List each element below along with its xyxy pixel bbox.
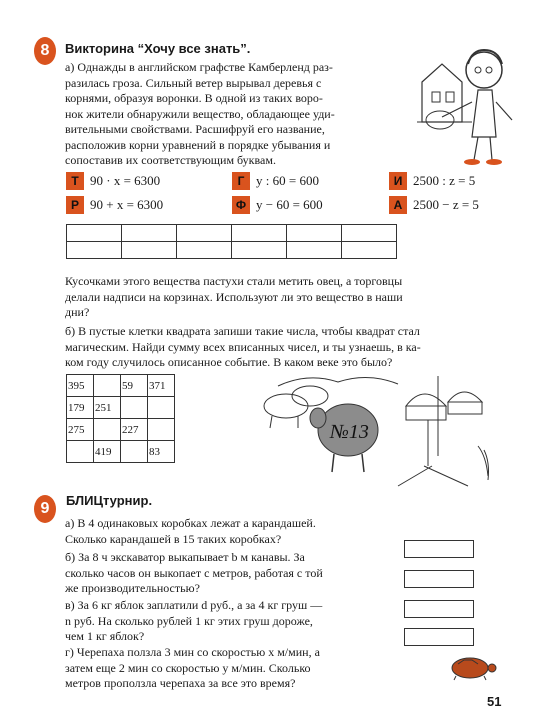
- answer-grid: [66, 224, 397, 259]
- text-line: вительными свойствами. Расшифруй его название,: [65, 122, 325, 136]
- magic-cell[interactable]: 227: [121, 419, 148, 441]
- equation-text: 2500 − z = 5: [413, 197, 479, 212]
- magic-cell[interactable]: 251: [94, 397, 121, 419]
- magic-cell[interactable]: 59: [121, 375, 148, 397]
- answer-cell[interactable]: [342, 242, 397, 259]
- magic-cell[interactable]: 419: [94, 441, 121, 463]
- turtle-illustration: [440, 650, 500, 682]
- text-line: ком году случилось описанное событие. В каком веке это было?: [65, 355, 393, 369]
- text-line: б) За 8 ч экскаватор выкапывает b м канавы. За: [65, 550, 305, 564]
- text-line: же производительностью?: [65, 581, 200, 595]
- text-line: в) За 6 кг яблок заплатили d руб., а за 4 кг груш —: [65, 598, 323, 612]
- text-line: разилась гроза. Сильный ветер вырывал деревья с: [65, 75, 322, 90]
- magic-cell[interactable]: 371: [148, 375, 175, 397]
- text-line: делали надписи на корзинах. Используют ли это вещество в наши: [65, 289, 403, 304]
- text-line: а) В 4 одинаковых коробках лежат a карандашей.: [65, 516, 316, 530]
- equation-r: [66, 196, 163, 214]
- text-line: чем 1 кг яблок?: [65, 629, 145, 643]
- text-line: метров проползла черепаха за все это время?: [65, 676, 296, 690]
- answer-field-9g[interactable]: [404, 628, 474, 646]
- answer-cell[interactable]: [122, 242, 177, 259]
- text-line: нок жители обнаружили вещество, обладающее уди-: [65, 106, 335, 121]
- magic-cell[interactable]: [94, 419, 121, 441]
- answer-cell[interactable]: [177, 242, 232, 259]
- answer-cell[interactable]: [122, 225, 177, 242]
- equation-g: [232, 172, 319, 190]
- equation-text: 90 + x = 6300: [90, 197, 164, 212]
- text-line: дни?: [65, 305, 90, 319]
- equation-f: [232, 196, 323, 214]
- text-line: сопоставив их соответствующим буквам.: [65, 153, 276, 167]
- task-9-badge: 9: [34, 495, 56, 523]
- page-number: 51: [487, 694, 502, 709]
- magic-cell[interactable]: 83: [148, 441, 175, 463]
- letter-badge: И: [389, 172, 407, 190]
- equation-a: [389, 196, 479, 214]
- text-line: а) Однажды в английском графстве Камберленд раз-: [65, 60, 333, 74]
- letter-badge: Г: [232, 172, 250, 190]
- letter-badge: Т: [66, 172, 84, 190]
- answer-cell[interactable]: [287, 225, 342, 242]
- equation-text: 90 · x = 6300: [90, 173, 161, 188]
- answer-cell[interactable]: [67, 242, 122, 259]
- magic-cell[interactable]: [67, 441, 94, 463]
- equation-text: 2500 : z = 5: [413, 173, 476, 188]
- magic-cell[interactable]: [148, 419, 175, 441]
- task-8a-text: [65, 60, 410, 169]
- text-line: n руб. На сколько рублей 1 кг этих груш дороже,: [65, 613, 313, 628]
- text-line: б) В пустые клетки квадрата запиши такие числа, чтобы квадрат стал: [65, 324, 420, 338]
- text-line: Сколько карандашей в 15 таких коробках?: [65, 531, 282, 546]
- answer-cell[interactable]: [67, 225, 122, 242]
- text-line: затем еще 2 мин со скоростью y м/мин. Сколько: [65, 660, 311, 675]
- task-9-title: БЛИЦтурнир.: [66, 493, 153, 508]
- task-8-title: Викторина “Хочу все знать”.: [65, 41, 251, 56]
- magic-cell[interactable]: [148, 397, 175, 419]
- equation-t: [66, 172, 160, 190]
- letter-badge: Ф: [232, 196, 250, 214]
- answer-field-9a[interactable]: [404, 540, 474, 558]
- task-9b-text: [65, 550, 405, 597]
- answer-cell[interactable]: [177, 225, 232, 242]
- magic-cell[interactable]: 275: [67, 419, 94, 441]
- answer-cell[interactable]: [232, 242, 287, 259]
- equation-text: y − 60 = 600: [256, 197, 323, 212]
- answer-cell[interactable]: [232, 225, 287, 242]
- task-8-followup-text: [65, 274, 505, 321]
- text-line: г) Черепаха ползла 3 мин со скоростью x м/мин, а: [65, 645, 320, 659]
- scientist-illustration: [412, 42, 524, 170]
- equation-i: [389, 172, 475, 190]
- task-9v-text: [65, 598, 405, 645]
- text-line: сколько часов он выкопает c метров, работая с той: [65, 565, 323, 580]
- task-9a-text: [65, 516, 405, 547]
- magic-cell[interactable]: [121, 441, 148, 463]
- magic-cell[interactable]: [94, 375, 121, 397]
- text-line: корнями, образуя воронки. В одной из таких воро-: [65, 91, 323, 105]
- magic-cell[interactable]: [121, 397, 148, 419]
- answer-field-9v[interactable]: [404, 600, 474, 618]
- magic-cell[interactable]: 395: [67, 375, 94, 397]
- answer-field-9b[interactable]: [404, 570, 474, 588]
- answer-cell[interactable]: [287, 242, 342, 259]
- task-8-badge: 8: [34, 37, 56, 65]
- equation-text: y : 60 = 600: [256, 173, 319, 188]
- task-8b-text: [65, 324, 505, 371]
- magic-square: [66, 374, 175, 463]
- magic-cell[interactable]: 179: [67, 397, 94, 419]
- text-line: Кусочками этого вещества пастухи стали метить овец, а торговцы: [65, 274, 403, 288]
- text-line: расположив корни уравнений в порядке убывания и: [65, 137, 331, 152]
- answer-cell[interactable]: [342, 225, 397, 242]
- letter-badge: Р: [66, 196, 84, 214]
- sheep-baskets-illustration: [238, 366, 508, 490]
- task-9g-text: [65, 645, 405, 692]
- letter-badge: А: [389, 196, 407, 214]
- sheep-label: №13: [330, 421, 369, 443]
- text-line: магическим. Найди сумму всех вписанных чисел, и ты узнаешь, в ка-: [65, 339, 421, 354]
